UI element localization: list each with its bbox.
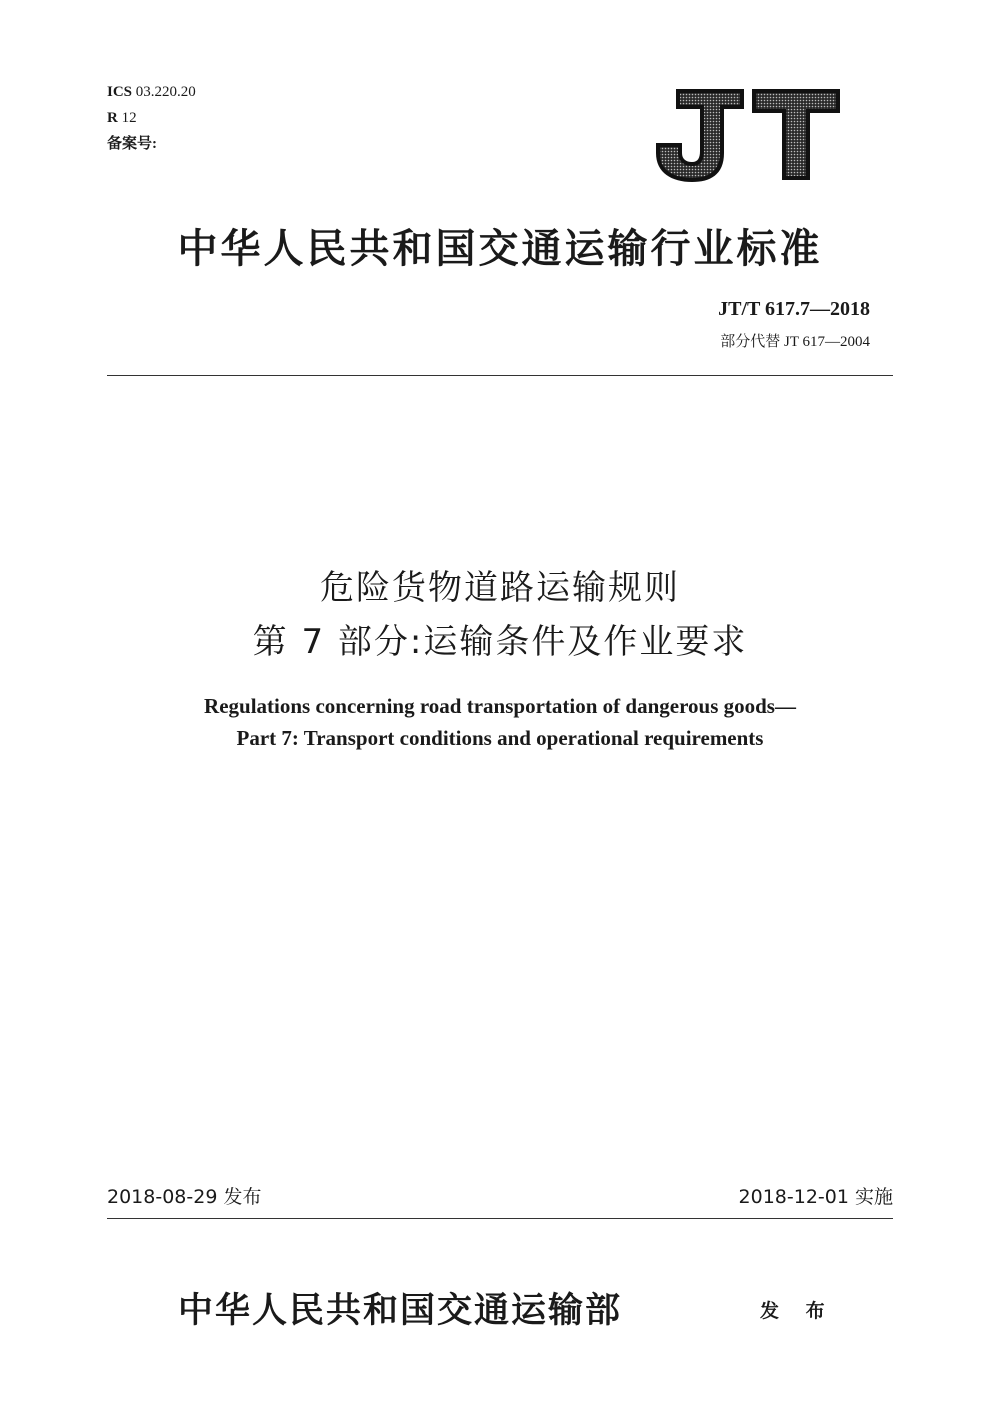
- title-en-line1: Regulations concerning road transportation of dangerous goods—: [204, 694, 796, 718]
- ics-label: ICS: [107, 84, 133, 100]
- title-cn-line2: 第 7 部分:运输条件及作业要求: [252, 622, 748, 662]
- ccs-code: 12: [121, 110, 137, 126]
- title-cn-line1: 危险货物道路运输规则: [320, 568, 680, 608]
- ics-code: 03.220.20: [135, 84, 196, 100]
- effective-date: 2018-12-01 实施: [738, 1186, 893, 1208]
- title-en-line2: Part 7: Transport conditions and operational requirements: [236, 726, 764, 750]
- industry-standard-title: 中华人民共和国交通运输行业标准: [177, 225, 823, 272]
- issue-action: 发 布: [760, 1300, 835, 1322]
- ccs-label: R: [107, 110, 118, 126]
- standard-number: JT/T 617.7—2018: [718, 298, 870, 320]
- jt-logo: [652, 87, 842, 183]
- replaces-note: 部分代替 JT 617—2004: [720, 334, 870, 350]
- issuing-authority: 中华人民共和国交通运输部: [178, 1290, 623, 1331]
- ics-row: [107, 79, 196, 105]
- classification-block: [107, 79, 196, 157]
- issue-date: 2018-08-29 发布: [107, 1186, 262, 1208]
- bottom-divider: [107, 1218, 893, 1219]
- ccs-row: [107, 105, 196, 131]
- record-number: 备案号:: [107, 136, 157, 152]
- top-divider: [107, 375, 893, 376]
